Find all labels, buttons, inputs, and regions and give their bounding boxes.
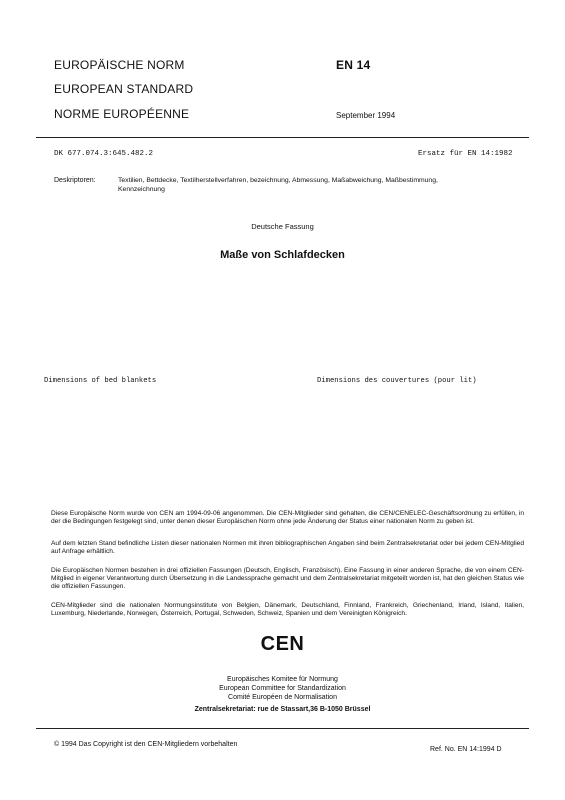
- cen-logo: CEN: [260, 633, 305, 655]
- paragraph-versions: Die Europäischen Normen bestehen in drei offiziellen Fassungen (Deutsch, Englisch, Französisch). Eine Fassung in einer anderen Sprache, die von einem CEN-Mitglied in eigener Verantwortung durch Übersetzung in die Landessprache gemacht und dem Zentralsekretariat mitgeteilt worden ist, hat den gleichen Status wie die offiziellen Fassungen.: [51, 567, 524, 591]
- version-label: Deutsche Fassung: [251, 222, 314, 231]
- norm-title-en: EUROPEAN STANDARD: [54, 82, 194, 96]
- title-french: Dimensions des couvertures (pour lit): [317, 377, 477, 385]
- cen-name-de: Europäisches Komitee für Normung: [227, 676, 338, 683]
- dk-classification: DK 677.074.3:645.482.2: [54, 150, 154, 158]
- norm-title-de: EUROPÄISCHE NORM: [54, 58, 185, 72]
- paragraph-adoption: Diese Europäische Norm wurde von CEN am 1994-09-06 angenommen. Die CEN-Mitglieder sind gehalten, die CEN/CENELEC-Geschäftsordnung zu erfüllen, in der die Bedingungen festgelegt sind, unter denen dieser Europäischen Norm ohne jede Änderung der Status einer nationalen Norm zu geben ist.: [51, 510, 524, 526]
- cen-address: Zentralsekretariat: rue de Stassart,36 B-1050 Brüssel: [194, 706, 371, 713]
- copyright-note: © 1994 Das Copyright ist den CEN-Mitgliedern vorbehalten: [54, 741, 238, 748]
- replaces-note: Ersatz für EN 14:1982: [418, 150, 513, 158]
- document-title: Maße von Schlafdecken: [220, 249, 345, 261]
- descriptors-line-1: Textilien, Bettdecke, Textilherstellverfahren, bezeichnung, Abmessung, Maßabweichung, Maßbestimmung,: [118, 177, 438, 184]
- cen-name-en: European Committee for Standardization: [219, 685, 346, 692]
- paragraph-members: CEN-Mitglieder sind die nationalen Normungsinstitute von Belgien, Dänemark, Deutschland, Finnland, Frankreich, Griechenland, Irland, Island, Italien, Luxemburg, Niederlande, Norwegen, Österreich, Portugal, Schweden, Schweiz, Spanien und dem Vereinigten Königreich.: [51, 602, 524, 618]
- reference-number: Ref. No. EN 14:1994 D: [430, 746, 502, 753]
- publication-date: September 1994: [336, 111, 396, 120]
- standard-number: EN 14: [336, 58, 371, 72]
- descriptors-label: Deskriptoren:: [54, 177, 96, 184]
- header-rule: [36, 137, 529, 138]
- norm-title-fr: NORME EUROPÉENNE: [54, 107, 190, 121]
- cen-name-fr: Comité Européen de Normalisation: [228, 694, 337, 701]
- paragraph-lists: Auf dem letzten Stand befindliche Listen dieser nationalen Normen mit ihren bibliographischen Angaben sind beim Zentralsekretariat oder bei jedem CEN-Mitglied auf Anfrage erhältlich.: [51, 540, 524, 556]
- footer-rule: [36, 728, 529, 729]
- descriptors-line-2: Kennzeichnung: [118, 186, 165, 193]
- title-english: Dimensions of bed blankets: [44, 377, 157, 385]
